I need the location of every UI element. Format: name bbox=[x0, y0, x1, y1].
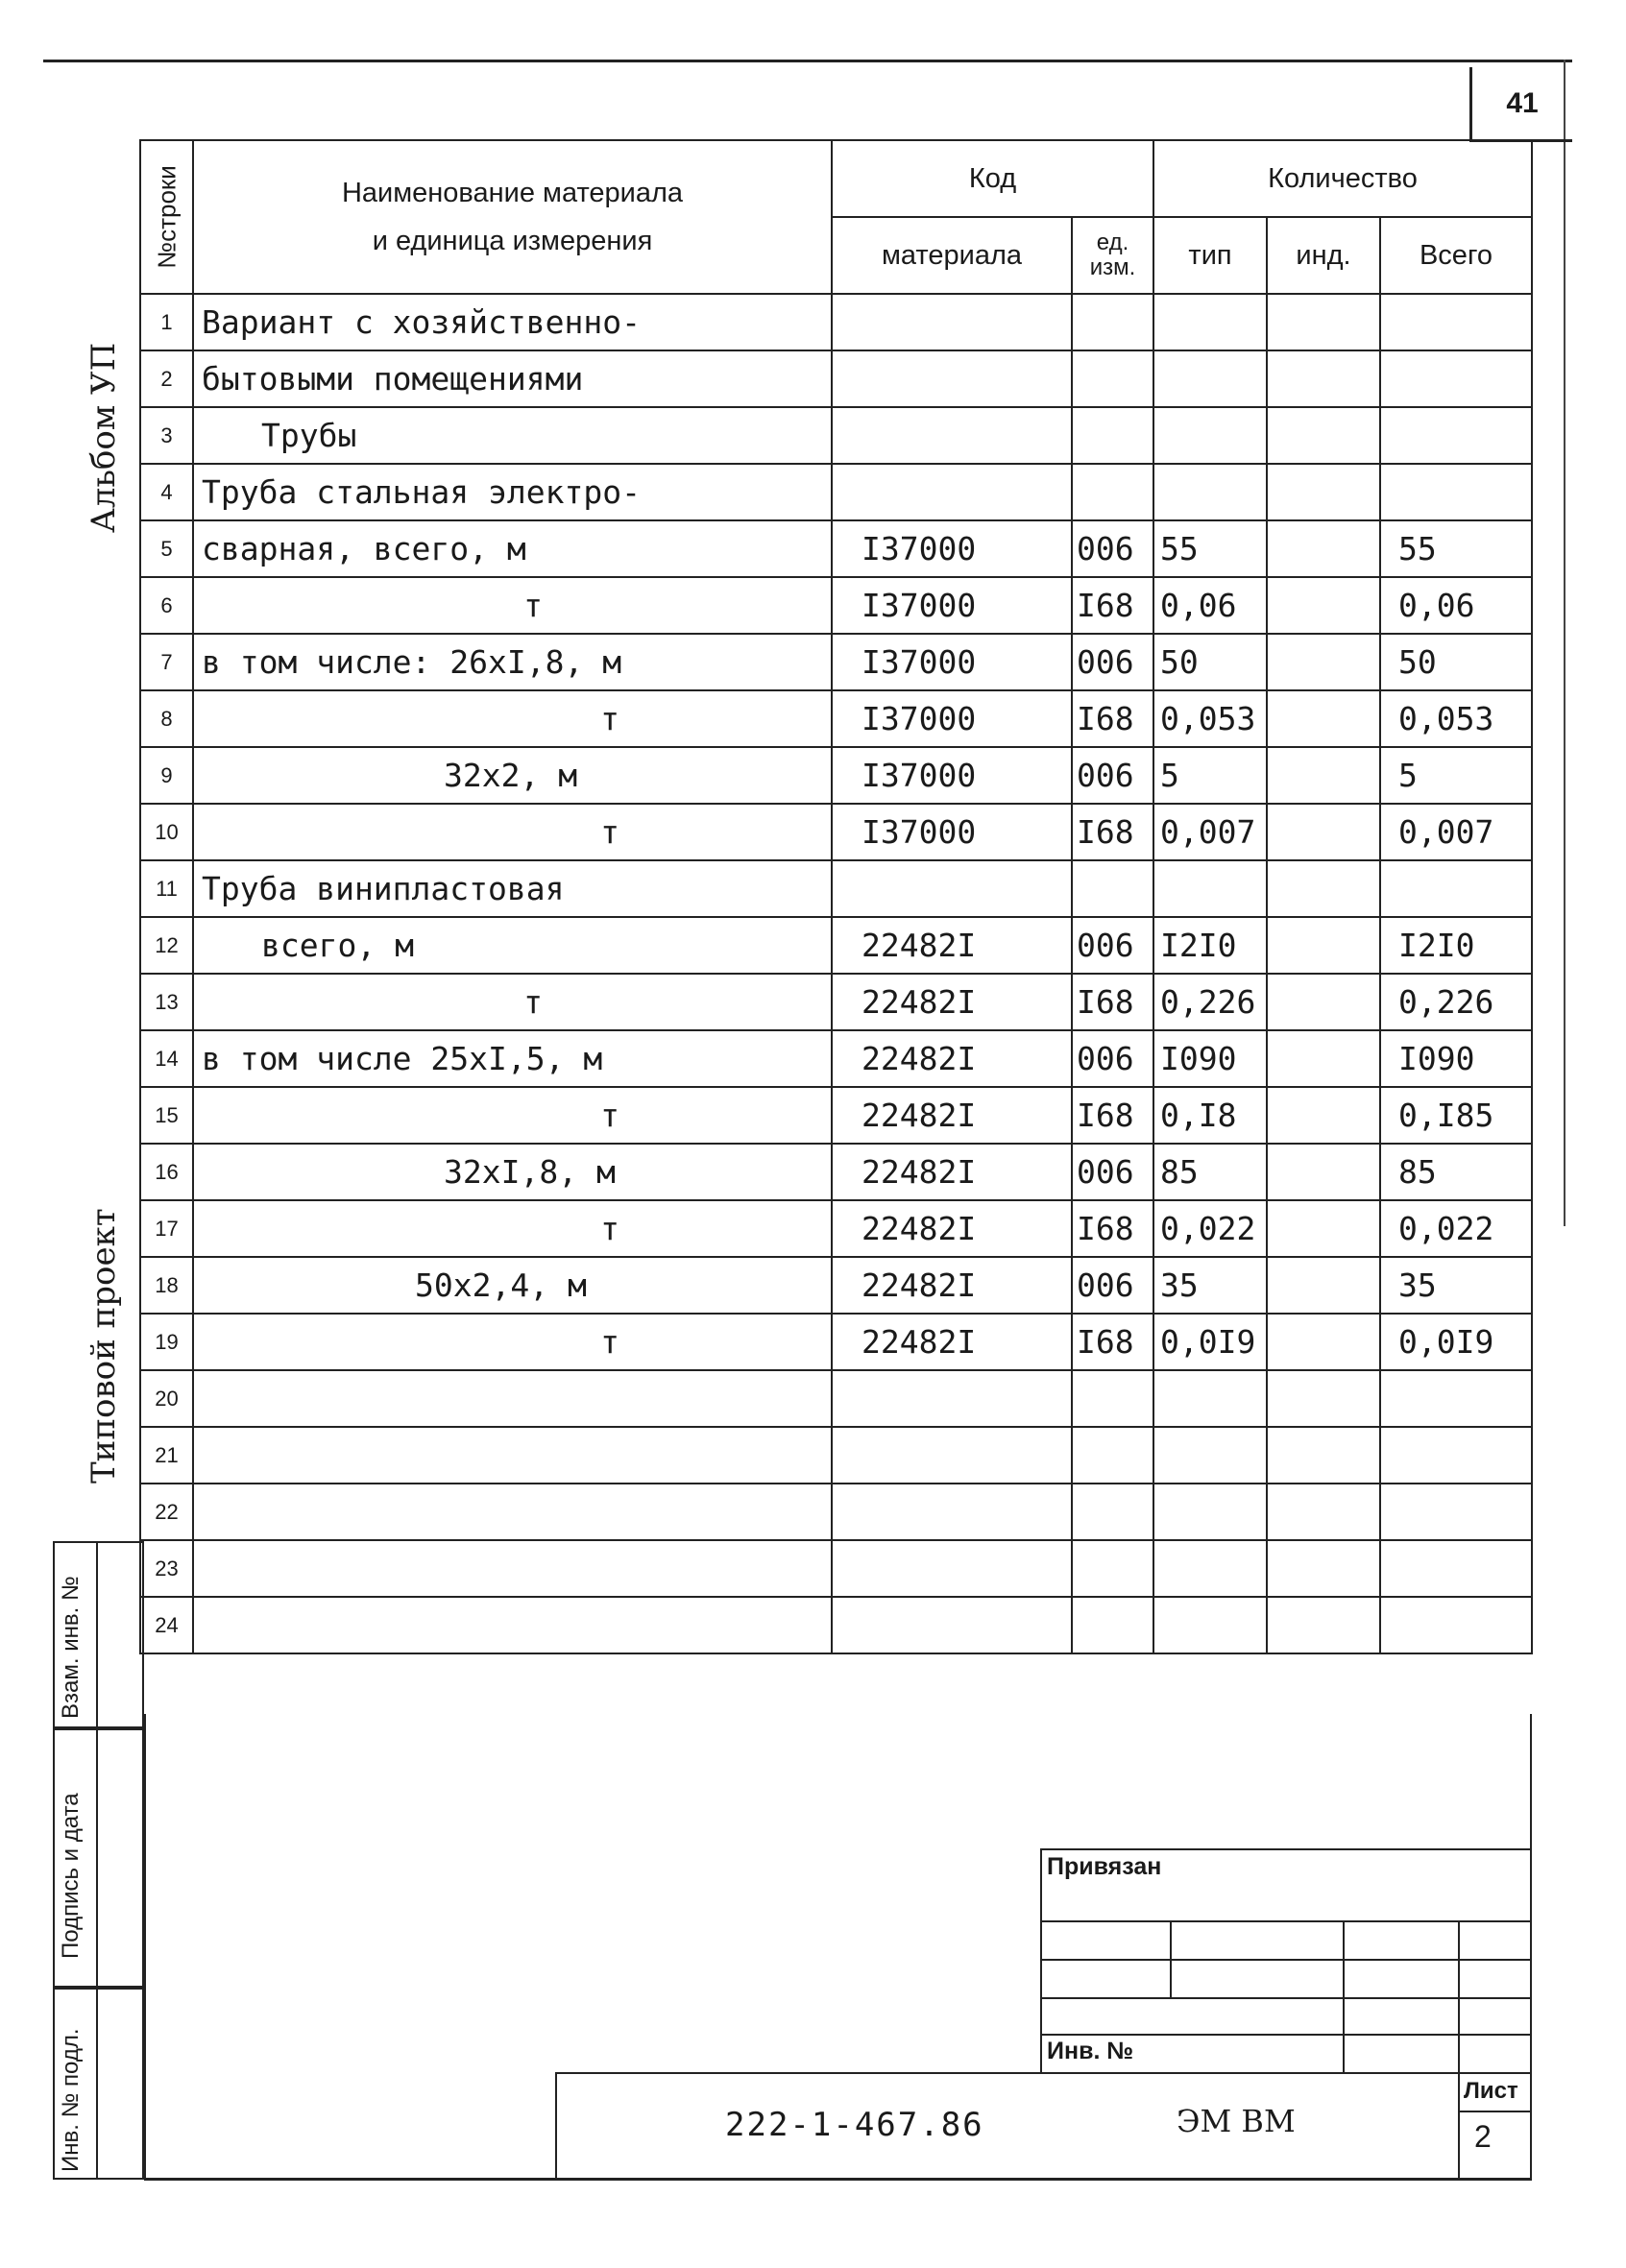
row-total: 0,022 bbox=[1380, 1200, 1532, 1257]
row-name: Трубы bbox=[193, 407, 832, 464]
row-typ: 85 bbox=[1153, 1144, 1267, 1200]
sheet-code: ЭМ ВМ bbox=[1177, 2103, 1296, 2139]
table-row bbox=[140, 634, 1532, 690]
table-row bbox=[140, 1200, 1532, 1257]
header-code: Код bbox=[832, 140, 1153, 217]
table-row bbox=[140, 1144, 1532, 1200]
row-number: 8 bbox=[140, 690, 193, 747]
table-row bbox=[140, 350, 1532, 407]
row-name: в том числе: 26хI,8, м bbox=[193, 634, 832, 690]
side-label-album: Альбом УП bbox=[85, 342, 123, 533]
row-code: 22482I bbox=[832, 917, 1072, 974]
row-total: I090 bbox=[1380, 1030, 1532, 1087]
table-row bbox=[140, 1540, 1532, 1597]
row-unit: I68 bbox=[1072, 1200, 1153, 1257]
list-cell-divider bbox=[1458, 2072, 1460, 2180]
row-total: 0,06 bbox=[1380, 577, 1532, 634]
row-ind bbox=[1267, 1540, 1380, 1597]
row-unit: 006 bbox=[1072, 747, 1153, 804]
header-unit: ед. изм. bbox=[1072, 217, 1153, 294]
row-code bbox=[832, 860, 1072, 917]
row-ind bbox=[1267, 577, 1380, 634]
row-code bbox=[832, 1484, 1072, 1540]
row-typ bbox=[1153, 350, 1267, 407]
row-number: 16 bbox=[140, 1144, 193, 1200]
row-unit bbox=[1072, 464, 1153, 520]
header-row-no: №строки bbox=[140, 140, 193, 294]
row-total bbox=[1380, 1427, 1532, 1484]
page-number: 41 bbox=[1469, 67, 1572, 142]
row-typ: 5 bbox=[1153, 747, 1267, 804]
row-total bbox=[1380, 1484, 1532, 1540]
row-typ bbox=[1153, 1484, 1267, 1540]
row-name bbox=[193, 1484, 832, 1540]
row-ind bbox=[1267, 350, 1380, 407]
row-total: 50 bbox=[1380, 634, 1532, 690]
row-ind bbox=[1267, 1370, 1380, 1427]
row-name: т bbox=[193, 1200, 832, 1257]
header-name: Наименование материала и единица измерения bbox=[193, 140, 832, 294]
row-typ: 0,007 bbox=[1153, 804, 1267, 860]
row-ind bbox=[1267, 1257, 1380, 1314]
row-ind bbox=[1267, 1144, 1380, 1200]
table-row bbox=[140, 464, 1532, 520]
row-code bbox=[832, 1370, 1072, 1427]
table-row bbox=[140, 294, 1532, 350]
row-ind bbox=[1267, 804, 1380, 860]
row-ind bbox=[1267, 690, 1380, 747]
row-number: 24 bbox=[140, 1597, 193, 1653]
row-ind bbox=[1267, 294, 1380, 350]
row-number: 11 bbox=[140, 860, 193, 917]
row-name bbox=[193, 1370, 832, 1427]
row-name: 32хI,8, м bbox=[193, 1144, 832, 1200]
row-name: т bbox=[193, 1087, 832, 1144]
row-name: всего, м bbox=[193, 917, 832, 974]
right-border-line bbox=[1564, 60, 1565, 1226]
row-unit: 006 bbox=[1072, 1257, 1153, 1314]
row-typ bbox=[1153, 1597, 1267, 1653]
row-typ: I090 bbox=[1153, 1030, 1267, 1087]
row-name: т bbox=[193, 690, 832, 747]
row-total bbox=[1380, 1597, 1532, 1653]
row-ind bbox=[1267, 1597, 1380, 1653]
row-ind bbox=[1267, 917, 1380, 974]
row-code: 22482I bbox=[832, 1257, 1072, 1314]
row-typ: 50 bbox=[1153, 634, 1267, 690]
row-ind bbox=[1267, 1427, 1380, 1484]
row-typ bbox=[1153, 1427, 1267, 1484]
table-row bbox=[140, 520, 1532, 577]
row-number: 18 bbox=[140, 1257, 193, 1314]
row-name: т bbox=[193, 1314, 832, 1370]
row-typ: 0,06 bbox=[1153, 577, 1267, 634]
table-row bbox=[140, 860, 1532, 917]
row-unit: I68 bbox=[1072, 577, 1153, 634]
row-name: сварная, всего, м bbox=[193, 520, 832, 577]
row-code: I37000 bbox=[832, 520, 1072, 577]
row-number: 5 bbox=[140, 520, 193, 577]
privyazan-col-line-3 bbox=[1458, 1920, 1460, 2074]
row-number: 1 bbox=[140, 294, 193, 350]
row-ind bbox=[1267, 1030, 1380, 1087]
row-typ: I2I0 bbox=[1153, 917, 1267, 974]
row-code bbox=[832, 294, 1072, 350]
row-total bbox=[1380, 1540, 1532, 1597]
row-code bbox=[832, 464, 1072, 520]
row-total: 55 bbox=[1380, 520, 1532, 577]
row-total bbox=[1380, 1370, 1532, 1427]
header-total: Всего bbox=[1380, 217, 1532, 294]
row-code: I37000 bbox=[832, 634, 1072, 690]
row-ind bbox=[1267, 747, 1380, 804]
table-row bbox=[140, 1030, 1532, 1087]
row-typ bbox=[1153, 407, 1267, 464]
stamp-label-vzam: Взам. инв. № bbox=[58, 1576, 84, 1719]
row-total: 35 bbox=[1380, 1257, 1532, 1314]
row-unit: I68 bbox=[1072, 804, 1153, 860]
row-typ bbox=[1153, 1540, 1267, 1597]
inv-no-label: Инв. № bbox=[1047, 2038, 1134, 2064]
row-ind bbox=[1267, 1484, 1380, 1540]
row-ind bbox=[1267, 860, 1380, 917]
row-name bbox=[193, 1540, 832, 1597]
row-name: т bbox=[193, 577, 832, 634]
row-number: 21 bbox=[140, 1427, 193, 1484]
table-row bbox=[140, 1314, 1532, 1370]
table-row bbox=[140, 974, 1532, 1030]
row-unit bbox=[1072, 860, 1153, 917]
row-code: I37000 bbox=[832, 747, 1072, 804]
row-code bbox=[832, 1427, 1072, 1484]
row-code: I37000 bbox=[832, 690, 1072, 747]
row-name: т bbox=[193, 974, 832, 1030]
header-quantity: Количество bbox=[1153, 140, 1532, 217]
row-name: 50х2,4, м bbox=[193, 1257, 832, 1314]
row-unit bbox=[1072, 1427, 1153, 1484]
row-unit: 006 bbox=[1072, 917, 1153, 974]
list-label: Лист bbox=[1464, 2078, 1518, 2104]
privyazan-col-line-2 bbox=[1343, 1920, 1345, 2074]
document-number: 222-1-467.86 bbox=[725, 2106, 984, 2144]
row-code: 22482I bbox=[832, 1087, 1072, 1144]
row-unit bbox=[1072, 1540, 1153, 1597]
row-total: 85 bbox=[1380, 1144, 1532, 1200]
row-name bbox=[193, 1427, 832, 1484]
row-number: 13 bbox=[140, 974, 193, 1030]
row-name bbox=[193, 1597, 832, 1653]
row-unit bbox=[1072, 294, 1153, 350]
row-code bbox=[832, 350, 1072, 407]
row-number: 15 bbox=[140, 1087, 193, 1144]
row-ind bbox=[1267, 1314, 1380, 1370]
row-ind bbox=[1267, 974, 1380, 1030]
row-unit bbox=[1072, 1484, 1153, 1540]
row-typ: 0,226 bbox=[1153, 974, 1267, 1030]
row-typ: 0,I8 bbox=[1153, 1087, 1267, 1144]
row-code: 22482I bbox=[832, 1314, 1072, 1370]
row-total: 0,I85 bbox=[1380, 1087, 1532, 1144]
row-number: 2 bbox=[140, 350, 193, 407]
row-number: 17 bbox=[140, 1200, 193, 1257]
list-cell-split bbox=[1458, 2111, 1532, 2112]
row-code: 22482I bbox=[832, 1030, 1072, 1087]
table-row bbox=[140, 1484, 1532, 1540]
row-code: 22482I bbox=[832, 1200, 1072, 1257]
table-row bbox=[140, 690, 1532, 747]
row-unit bbox=[1072, 407, 1153, 464]
row-code bbox=[832, 1540, 1072, 1597]
row-code: 22482I bbox=[832, 974, 1072, 1030]
row-number: 7 bbox=[140, 634, 193, 690]
row-name: Труба винипластовая bbox=[193, 860, 832, 917]
privyazan-label: Привязан bbox=[1047, 1853, 1162, 1880]
row-typ bbox=[1153, 294, 1267, 350]
table-row bbox=[140, 747, 1532, 804]
row-number: 9 bbox=[140, 747, 193, 804]
stamp-divider bbox=[96, 1541, 98, 2180]
row-name: в том числе 25хI,5, м bbox=[193, 1030, 832, 1087]
top-border-line bbox=[43, 60, 1572, 62]
table-row bbox=[140, 804, 1532, 860]
row-code: I37000 bbox=[832, 804, 1072, 860]
row-total: 0,007 bbox=[1380, 804, 1532, 860]
row-number: 23 bbox=[140, 1540, 193, 1597]
row-unit: I68 bbox=[1072, 1314, 1153, 1370]
table-row bbox=[140, 1370, 1532, 1427]
row-number: 10 bbox=[140, 804, 193, 860]
row-ind bbox=[1267, 520, 1380, 577]
table-row bbox=[140, 1087, 1532, 1144]
row-number: 3 bbox=[140, 407, 193, 464]
stamp-label-podpis: Подпись и дата bbox=[58, 1793, 84, 1959]
row-unit: I68 bbox=[1072, 1087, 1153, 1144]
side-label-project: Типовой проект bbox=[85, 1208, 123, 1484]
row-ind bbox=[1267, 1087, 1380, 1144]
table-row bbox=[140, 1427, 1532, 1484]
row-unit bbox=[1072, 1370, 1153, 1427]
row-number: 12 bbox=[140, 917, 193, 974]
row-total: I2I0 bbox=[1380, 917, 1532, 974]
title-block bbox=[555, 2072, 1532, 2180]
row-ind bbox=[1267, 464, 1380, 520]
row-number: 6 bbox=[140, 577, 193, 634]
row-name: т bbox=[193, 804, 832, 860]
row-unit: 006 bbox=[1072, 634, 1153, 690]
row-number: 19 bbox=[140, 1314, 193, 1370]
row-ind bbox=[1267, 1200, 1380, 1257]
header-material: материала bbox=[832, 217, 1072, 294]
row-typ bbox=[1153, 860, 1267, 917]
row-total bbox=[1380, 860, 1532, 917]
table-row bbox=[140, 1597, 1532, 1653]
row-typ: 0,0I9 bbox=[1153, 1314, 1267, 1370]
row-code: I37000 bbox=[832, 577, 1072, 634]
row-number: 14 bbox=[140, 1030, 193, 1087]
materials-table bbox=[139, 139, 1533, 1654]
row-typ: 0,053 bbox=[1153, 690, 1267, 747]
row-name: Труба стальная электро- bbox=[193, 464, 832, 520]
row-total: 0,053 bbox=[1380, 690, 1532, 747]
row-unit: I68 bbox=[1072, 690, 1153, 747]
row-ind bbox=[1267, 407, 1380, 464]
row-total: 0,226 bbox=[1380, 974, 1532, 1030]
row-total bbox=[1380, 407, 1532, 464]
table-row bbox=[140, 577, 1532, 634]
privyazan-col-line-1 bbox=[1170, 1920, 1172, 1997]
row-unit bbox=[1072, 350, 1153, 407]
row-unit: I68 bbox=[1072, 974, 1153, 1030]
row-code bbox=[832, 1597, 1072, 1653]
row-typ: 35 bbox=[1153, 1257, 1267, 1314]
row-total bbox=[1380, 294, 1532, 350]
row-number: 22 bbox=[140, 1484, 193, 1540]
row-unit bbox=[1072, 1597, 1153, 1653]
row-typ bbox=[1153, 464, 1267, 520]
row-total: 0,0I9 bbox=[1380, 1314, 1532, 1370]
row-total bbox=[1380, 464, 1532, 520]
header-typ: тип bbox=[1153, 217, 1267, 294]
row-unit: 006 bbox=[1072, 1144, 1153, 1200]
row-ind bbox=[1267, 634, 1380, 690]
row-code bbox=[832, 407, 1072, 464]
stamp-label-inv-podl: Инв. № подл. bbox=[58, 2028, 84, 2172]
list-value: 2 bbox=[1474, 2119, 1492, 2154]
row-total: 5 bbox=[1380, 747, 1532, 804]
row-total bbox=[1380, 350, 1532, 407]
row-number: 20 bbox=[140, 1370, 193, 1427]
row-name: Вариант с хозяйственно- bbox=[193, 294, 832, 350]
table-row bbox=[140, 1257, 1532, 1314]
header-ind: инд. bbox=[1267, 217, 1380, 294]
row-number: 4 bbox=[140, 464, 193, 520]
row-typ bbox=[1153, 1370, 1267, 1427]
row-typ: 0,022 bbox=[1153, 1200, 1267, 1257]
table-row bbox=[140, 407, 1532, 464]
row-name: 32х2, м bbox=[193, 747, 832, 804]
row-unit: 006 bbox=[1072, 1030, 1153, 1087]
table-body bbox=[140, 294, 1532, 1653]
table-row bbox=[140, 917, 1532, 974]
row-unit: 006 bbox=[1072, 520, 1153, 577]
frame-left-line bbox=[144, 1714, 146, 2180]
row-typ: 55 bbox=[1153, 520, 1267, 577]
row-name: бытовыми помещениями bbox=[193, 350, 832, 407]
row-code: 22482I bbox=[832, 1144, 1072, 1200]
